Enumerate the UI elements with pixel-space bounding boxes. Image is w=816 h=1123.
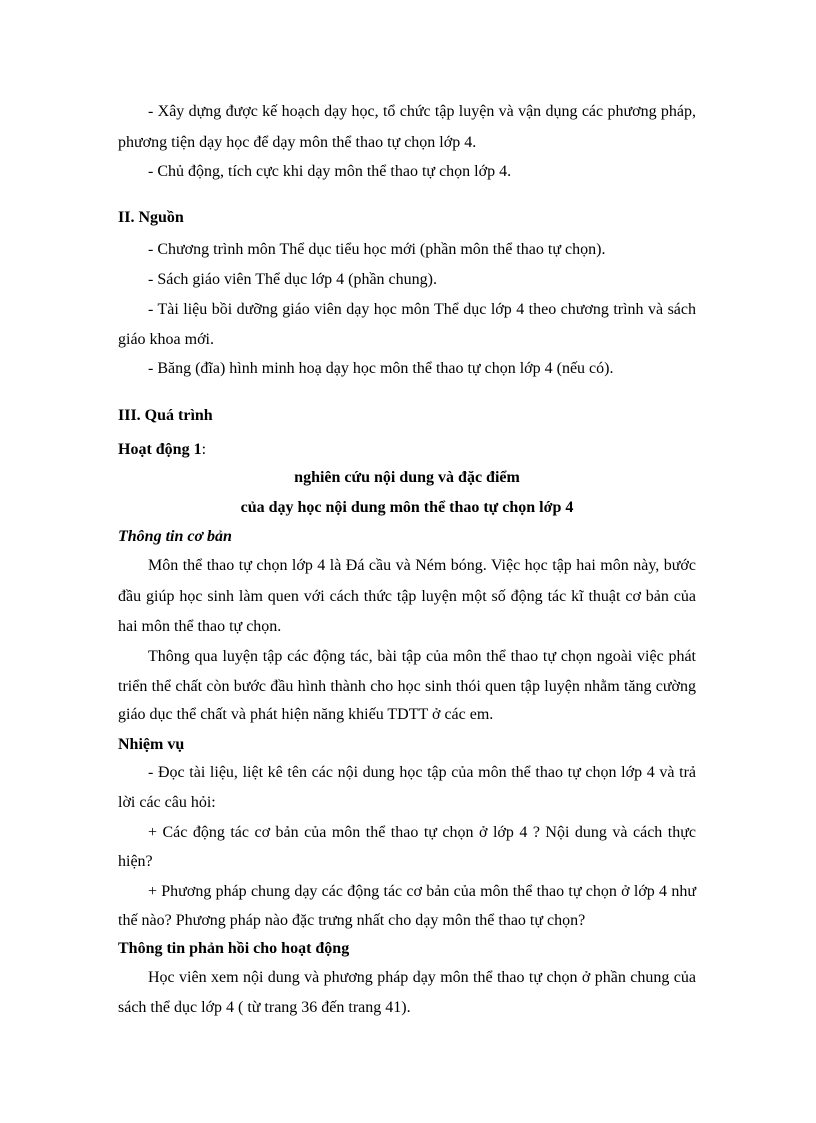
source-item-2: - Sách giáo viên Thể dục lớp 4 (phần chung). — [148, 271, 437, 288]
task-2-line-1: + Các động tác cơ bản của môn thể thao tự chọn ở lớp 4 ? Nội dung và cách thực — [148, 824, 696, 841]
task-3-line-1: + Phương pháp chung dạy các động tác cơ bản của môn thể thao tự chọn ở lớp 4 như — [148, 883, 696, 900]
task-1-line-2: lời các câu hỏi: — [118, 794, 216, 811]
task-1-line-1: - Đọc tài liệu, liệt kê tên các nội dung học tập của môn thể thao tự chọn lớp 4 và trả — [148, 764, 696, 781]
source-item-4: - Băng (đĩa) hình minh hoạ dạy học môn thể thao tự chọn lớp 4 (nếu có). — [148, 360, 614, 377]
basic-info-p1-line-1: Môn thể thao tự chọn lớp 4 là Đá cầu và Ném bóng. Việc học tập hai môn này, bước — [148, 557, 696, 574]
basic-info-p2-line-3: giáo dục thể chất và phát hiện năng khiếu TDTT ở các em. — [118, 706, 494, 723]
source-item-3-line-2: giáo khoa mới. — [118, 331, 214, 348]
activity-label-text: Hoạt động 1 — [118, 441, 202, 458]
tasks-heading: Nhiệm vụ — [118, 736, 185, 753]
basic-info-heading: Thông tin cơ bản — [118, 528, 232, 545]
activity-title-line-2: của dạy học nội dung môn thể thao tự chọn lớp 4 — [240, 499, 574, 516]
objective-line-1: - Xây dựng được kế hoạch dạy học, tổ chức tập luyện và vận dụng các phương pháp, — [148, 103, 696, 120]
source-item-1: - Chương trình môn Thể dục tiểu học mới (phần môn thể thao tự chọn). — [148, 241, 606, 258]
basic-info-p1-line-3: hai môn thể thao tự chọn. — [118, 618, 282, 635]
section-heading-process: III. Quá trình — [118, 407, 213, 424]
basic-info-p2-line-1: Thông qua luyện tập các động tác, bài tập của môn thể thao tự chọn ngoài việc phát — [148, 648, 696, 665]
feedback-line-2: sách thể dục lớp 4 ( từ trang 36 đến trang 41). — [118, 999, 411, 1016]
activity-label — [118, 440, 696, 460]
objective-line-3: - Chủ động, tích cực khi dạy môn thể thao tự chọn lớp 4. — [148, 163, 512, 180]
task-2-line-2: hiện? — [118, 853, 153, 870]
basic-info-p1-line-2: đầu giúp học sinh làm quen với cách thức tập luyện một số động tác kĩ thuật cơ bản của — [118, 588, 696, 605]
activity-colon: : — [201, 441, 207, 458]
source-item-3-line-1: - Tài liệu bồi dưỡng giáo viên dạy học môn Thể dục lớp 4 theo chương trình và sách — [148, 301, 696, 318]
activity-title-line-1: nghiên cứu nội dung và đặc điểm — [294, 469, 520, 486]
objective-line-2: phương tiện dạy học để dạy môn thể thao tự chọn lớp 4. — [118, 134, 477, 151]
feedback-heading: Thông tin phản hồi cho hoạt động — [118, 940, 350, 957]
feedback-line-1: Học viên xem nội dung và phương pháp dạy môn thể thao tự chọn ở phần chung của — [148, 969, 696, 986]
basic-info-p2-line-2: triển thể chất còn bước đầu hình thành cho học sinh thói quen tập luyện nhằm tăng cường — [118, 678, 696, 695]
section-heading-sources: II. Nguồn — [118, 209, 184, 226]
task-3-line-2: thế nào? Phương pháp nào đặc trưng nhất cho dạy môn thể thao tự chọn? — [118, 912, 586, 929]
